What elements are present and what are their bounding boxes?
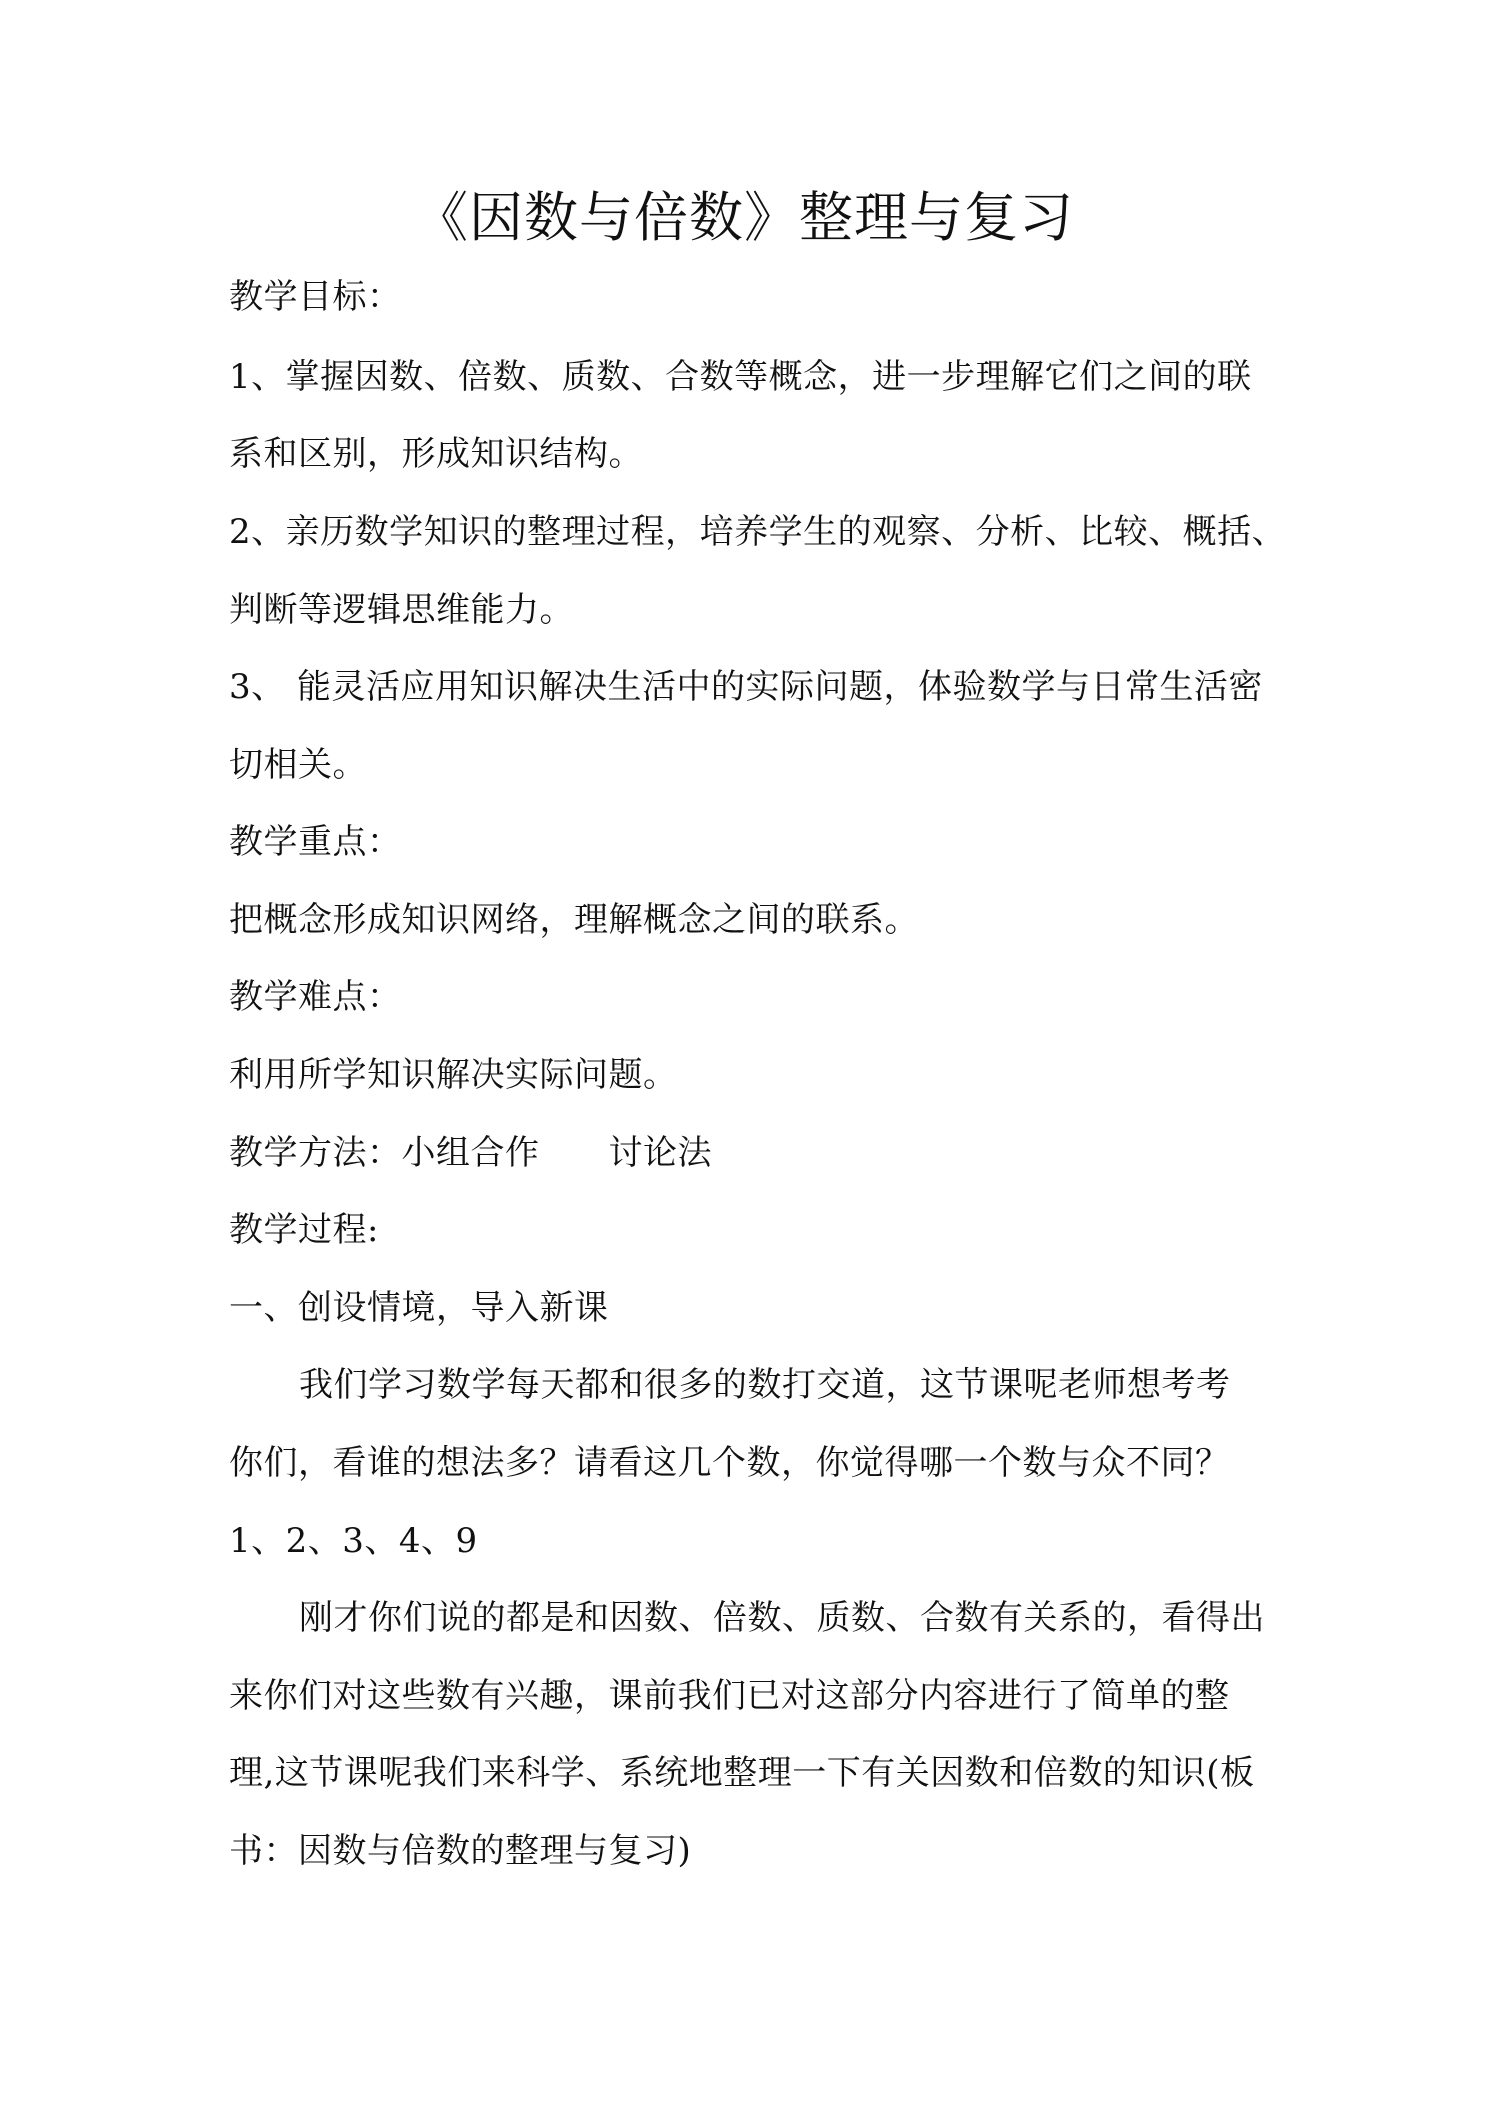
paragraph-line: 利用所学知识解决实际问题。	[229, 1055, 678, 1095]
paragraph-line: 系和区别，形成知识结构。	[229, 434, 643, 474]
paragraph-line: 理,这节课呢我们来科学、系统地整理一下有关因数和倍数的知识(板	[229, 1753, 1255, 1793]
paragraph-line: 我们学习数学每天都和很多的数打交道，这节课呢老师想考考	[299, 1365, 1231, 1405]
paragraph-line: 1、掌握因数、倍数、质数、合数等概念，进一步理解它们之间的联	[229, 357, 1252, 397]
paragraph-line: 判断等逻辑思维能力。	[229, 590, 574, 630]
paragraph-line: 刚才你们说的都是和因数、倍数、质数、合数有关系的，看得出	[299, 1598, 1265, 1638]
heading-difficult-points: 教学难点：	[229, 977, 402, 1017]
paragraph-line: 书：因数与倍数的整理与复习)	[229, 1831, 692, 1871]
paragraph-line: 把概念形成知识网络，理解概念之间的联系。	[229, 900, 919, 940]
paragraph-line: 2、亲历数学知识的整理过程，培养学生的观察、分析、比较、概括、	[229, 512, 1287, 552]
paragraph-line: 你们，看谁的想法多？请看这几个数，你觉得哪一个数与众不同？	[229, 1443, 1230, 1483]
heading-key-points: 教学重点：	[229, 822, 402, 862]
number-list: 1、2、3、4、9	[229, 1521, 478, 1561]
heading-teaching-process: 教学过程:	[229, 1210, 379, 1250]
paragraph-line: 来你们对这些数有兴趣，课前我们已对这部分内容进行了简单的整	[229, 1676, 1230, 1716]
heading-teaching-goals: 教学目标：	[229, 277, 402, 317]
document-title: 《因数与倍数》整理与复习	[414, 186, 1074, 249]
heading-teaching-methods: 教学方法：小组合作 讨论法	[229, 1133, 712, 1173]
section-heading: 一、创设情境，导入新课	[229, 1288, 609, 1328]
paragraph-line: 3、 能灵活应用知识解决生活中的实际问题，体验数学与日常生活密	[229, 667, 1263, 707]
paragraph-line: 切相关。	[229, 745, 367, 785]
